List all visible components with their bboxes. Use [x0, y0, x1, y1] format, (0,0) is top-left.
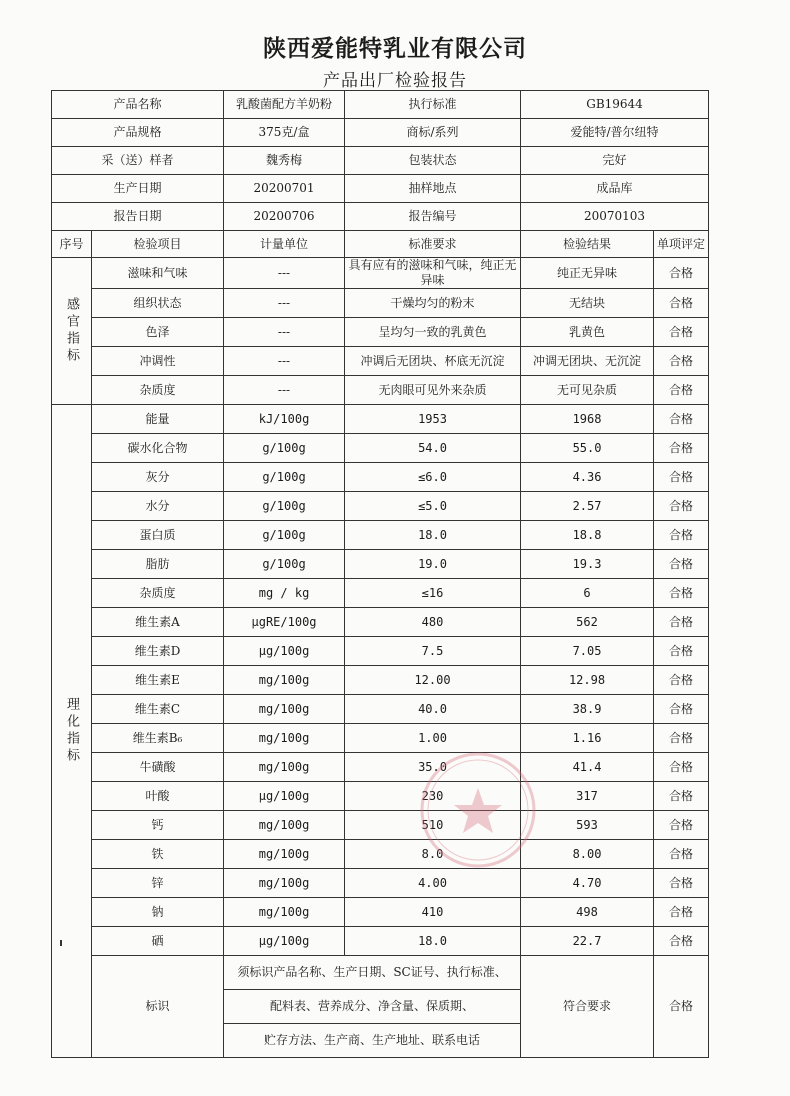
- cell-item: 维生素C: [92, 695, 224, 724]
- cell-judge: 合格: [654, 289, 709, 318]
- table-row: [52, 258, 709, 289]
- group-label-physchem: [52, 405, 92, 1058]
- cell-standard: 19.0: [345, 550, 521, 579]
- cell-result: 无可见杂质: [521, 376, 654, 405]
- cell-standard: 54.0: [345, 434, 521, 463]
- table-row: [52, 318, 709, 347]
- cell-standard: 干燥均匀的粉末: [345, 289, 521, 318]
- table-row: [52, 927, 709, 956]
- cell-standard: 510: [345, 811, 521, 840]
- cell-unit: kJ/100g: [224, 405, 345, 434]
- cell-judge: 合格: [654, 608, 709, 637]
- table-row: [52, 782, 709, 811]
- col-result: 检验结果: [521, 231, 654, 258]
- cell-item: 维生素A: [92, 608, 224, 637]
- cell-unit: g/100g: [224, 492, 345, 521]
- cell-judge: 合格: [654, 811, 709, 840]
- cell-standard: ≤16: [345, 579, 521, 608]
- group-label-sensory: [52, 258, 92, 405]
- cell-judge: 合格: [654, 695, 709, 724]
- table-row: [52, 492, 709, 521]
- cell-standard: 呈均匀一致的乳黄色: [345, 318, 521, 347]
- table-row: [52, 898, 709, 927]
- cell-result: 纯正无异味: [521, 258, 654, 289]
- cell-judge: 合格: [654, 753, 709, 782]
- cell-judge: 合格: [654, 434, 709, 463]
- inspection-table: [51, 90, 709, 1058]
- table-row: [52, 521, 709, 550]
- cell-item: 维生素B₆: [92, 724, 224, 753]
- cell-result: 19.3: [521, 550, 654, 579]
- cell-judge: 合格: [654, 637, 709, 666]
- info-label: 报告编号: [345, 203, 521, 231]
- column-header-row: [52, 231, 709, 258]
- cell-unit: g/100g: [224, 521, 345, 550]
- cell-standard: 1.00: [345, 724, 521, 753]
- cell-item: 灰分: [92, 463, 224, 492]
- cell-result: 18.8: [521, 521, 654, 550]
- cell-unit: mg/100g: [224, 811, 345, 840]
- cell-item: 碳水化合物: [92, 434, 224, 463]
- table-row: [52, 434, 709, 463]
- info-label: 生产日期: [52, 175, 224, 203]
- table-row: [52, 608, 709, 637]
- cell-standard: 1953: [345, 405, 521, 434]
- cell-result: 562: [521, 608, 654, 637]
- cell-result: 冲调无团块、无沉淀: [521, 347, 654, 376]
- labeling-line: 贮存方法、生产商、生产地址、联系电话: [224, 1024, 521, 1058]
- table-row: [52, 347, 709, 376]
- cell-judge: 合格: [654, 579, 709, 608]
- cell-unit: ---: [224, 347, 345, 376]
- cell-standard: 冲调后无团块、杯底无沉淀: [345, 347, 521, 376]
- cell-standard: 40.0: [345, 695, 521, 724]
- cell-standard: ≤6.0: [345, 463, 521, 492]
- info-label: 产品名称: [52, 91, 224, 119]
- cell-item: 钠: [92, 898, 224, 927]
- cell-standard: 230: [345, 782, 521, 811]
- info-value: 20200701: [224, 175, 345, 203]
- cell-unit: μgRE/100g: [224, 608, 345, 637]
- info-value: GB19644: [521, 91, 709, 119]
- cell-unit: mg/100g: [224, 898, 345, 927]
- table-row: [52, 550, 709, 579]
- info-value: 20200706: [224, 203, 345, 231]
- col-seq: 序号: [52, 231, 92, 258]
- cell-item: 能量: [92, 405, 224, 434]
- cell-item: 铁: [92, 840, 224, 869]
- info-value: 375克/盒: [224, 119, 345, 147]
- cell-result: 41.4: [521, 753, 654, 782]
- cell-judge: 合格: [654, 927, 709, 956]
- cell-judge: 合格: [654, 724, 709, 753]
- table-row: [52, 376, 709, 405]
- cell-item: 杂质度: [92, 579, 224, 608]
- cell-judge: 合格: [654, 840, 709, 869]
- cell-unit: g/100g: [224, 434, 345, 463]
- cell-unit: mg/100g: [224, 724, 345, 753]
- table-row: [52, 956, 709, 990]
- col-unit: 计量单位: [224, 231, 345, 258]
- col-standard: 标准要求: [345, 231, 521, 258]
- cell-judge: 合格: [654, 405, 709, 434]
- cell-result: 8.00: [521, 840, 654, 869]
- cell-item: 维生素D: [92, 637, 224, 666]
- cell-result: 22.7: [521, 927, 654, 956]
- cell-unit: mg/100g: [224, 666, 345, 695]
- info-value: 魏秀梅: [224, 147, 345, 175]
- cell-result: 38.9: [521, 695, 654, 724]
- cell-standard: ≤5.0: [345, 492, 521, 521]
- info-row: [52, 203, 709, 231]
- table-row: [52, 463, 709, 492]
- cell-judge: 合格: [654, 492, 709, 521]
- cell-result: 2.57: [521, 492, 654, 521]
- table-row: [52, 840, 709, 869]
- table-row: [52, 695, 709, 724]
- cell-result: 1.16: [521, 724, 654, 753]
- labeling-line: 须标识产品名称、生产日期、SC证号、执行标准、: [224, 956, 521, 990]
- cell-unit: mg/100g: [224, 869, 345, 898]
- cell-item: 钙: [92, 811, 224, 840]
- cell-item: 组织状态: [92, 289, 224, 318]
- cell-unit: μg/100g: [224, 637, 345, 666]
- info-value: 成品库: [521, 175, 709, 203]
- group-label-text: 理化指标: [64, 697, 79, 765]
- cell-unit: ---: [224, 289, 345, 318]
- cell-standard: 8.0: [345, 840, 521, 869]
- company-name: 陕西爱能特乳业有限公司: [263, 35, 527, 62]
- cell-result: 4.70: [521, 869, 654, 898]
- cell-unit: mg / kg: [224, 579, 345, 608]
- cell-item: 维生素E: [92, 666, 224, 695]
- report-title: 产品出厂检验报告: [323, 71, 467, 91]
- table-row: [52, 579, 709, 608]
- group-label-text: 感官指标: [64, 297, 79, 365]
- cell-item: 硒: [92, 927, 224, 956]
- table-row: [52, 724, 709, 753]
- cell-unit: μg/100g: [224, 927, 345, 956]
- cell-standard: 7.5: [345, 637, 521, 666]
- table-row: [52, 869, 709, 898]
- cell-item: 锌: [92, 869, 224, 898]
- table-row: [52, 405, 709, 434]
- cell-judge: 合格: [654, 463, 709, 492]
- table-row: [52, 666, 709, 695]
- info-value: 爱能特/普尔纽特: [521, 119, 709, 147]
- cell-result: 符合要求: [521, 956, 654, 1058]
- edge-mark: [60, 940, 62, 946]
- cell-judge: 合格: [654, 347, 709, 376]
- info-value: 20070103: [521, 203, 709, 231]
- cell-item: 脂肪: [92, 550, 224, 579]
- labeling-line: 配料表、营养成分、净含量、保质期、: [224, 990, 521, 1024]
- cell-item: 色泽: [92, 318, 224, 347]
- info-label: 报告日期: [52, 203, 224, 231]
- cell-standard: 35.0: [345, 753, 521, 782]
- cell-result: 12.98: [521, 666, 654, 695]
- info-row: [52, 91, 709, 119]
- cell-judge: 合格: [654, 782, 709, 811]
- cell-judge: 合格: [654, 869, 709, 898]
- table-row: [52, 753, 709, 782]
- cell-result: 55.0: [521, 434, 654, 463]
- cell-judge: 合格: [654, 550, 709, 579]
- cell-unit: g/100g: [224, 550, 345, 579]
- cell-unit: ---: [224, 258, 345, 289]
- cell-standard: 4.00: [345, 869, 521, 898]
- cell-item: 水分: [92, 492, 224, 521]
- cell-result: 乳黄色: [521, 318, 654, 347]
- cell-judge: 合格: [654, 666, 709, 695]
- info-row: [52, 147, 709, 175]
- cell-item: 杂质度: [92, 376, 224, 405]
- info-label: 执行标准: [345, 91, 521, 119]
- info-row: [52, 119, 709, 147]
- cell-result: 无结块: [521, 289, 654, 318]
- info-label: 商标/系列: [345, 119, 521, 147]
- cell-result: 4.36: [521, 463, 654, 492]
- cell-result: 498: [521, 898, 654, 927]
- cell-standard: 无肉眼可见外来杂质: [345, 376, 521, 405]
- cell-item: 牛磺酸: [92, 753, 224, 782]
- table-row: [52, 289, 709, 318]
- col-item: 检验项目: [92, 231, 224, 258]
- cell-unit: μg/100g: [224, 782, 345, 811]
- cell-result: 7.05: [521, 637, 654, 666]
- cell-unit: mg/100g: [224, 840, 345, 869]
- cell-standard: 12.00: [345, 666, 521, 695]
- cell-result: 317: [521, 782, 654, 811]
- cell-judge: 合格: [654, 318, 709, 347]
- table-row: [52, 637, 709, 666]
- info-label: 抽样地点: [345, 175, 521, 203]
- cell-unit: g/100g: [224, 463, 345, 492]
- cell-standard: 480: [345, 608, 521, 637]
- cell-item: 冲调性: [92, 347, 224, 376]
- cell-result: 1968: [521, 405, 654, 434]
- info-value: 乳酸菌配方羊奶粉: [224, 91, 345, 119]
- table-row: [52, 811, 709, 840]
- cell-judge: 合格: [654, 376, 709, 405]
- cell-item: 滋味和气味: [92, 258, 224, 289]
- cell-judge: 合格: [654, 956, 709, 1058]
- cell-item: 标识: [92, 956, 224, 1058]
- cell-judge: 合格: [654, 898, 709, 927]
- cell-unit: mg/100g: [224, 695, 345, 724]
- info-label: 采（送）样者: [52, 147, 224, 175]
- info-row: [52, 175, 709, 203]
- cell-unit: mg/100g: [224, 753, 345, 782]
- cell-judge: 合格: [654, 258, 709, 289]
- info-label: 产品规格: [52, 119, 224, 147]
- info-value: 完好: [521, 147, 709, 175]
- cell-unit: ---: [224, 318, 345, 347]
- cell-result: 593: [521, 811, 654, 840]
- cell-unit: ---: [224, 376, 345, 405]
- cell-standard: 18.0: [345, 927, 521, 956]
- cell-standard: 具有应有的滋味和气味，纯正无异味: [345, 258, 521, 289]
- cell-standard: 410: [345, 898, 521, 927]
- cell-judge: 合格: [654, 521, 709, 550]
- cell-result: 6: [521, 579, 654, 608]
- cell-item: 叶酸: [92, 782, 224, 811]
- cell-standard: 18.0: [345, 521, 521, 550]
- info-label: 包装状态: [345, 147, 521, 175]
- col-judge: 单项评定: [654, 231, 709, 258]
- cell-item: 蛋白质: [92, 521, 224, 550]
